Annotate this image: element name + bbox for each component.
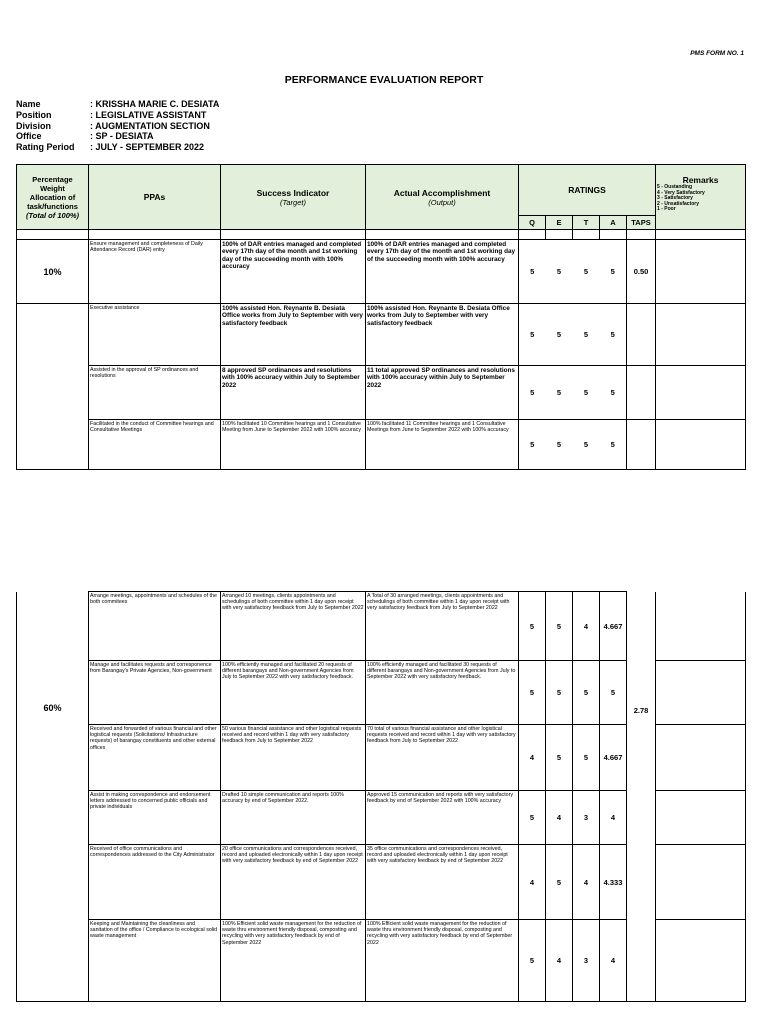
- ppa-cell: Executive assistance: [89, 304, 221, 366]
- remarks-cell: [656, 592, 746, 661]
- info-value: : SP - DESIATA: [90, 131, 154, 142]
- remarks-cell: [656, 420, 746, 470]
- info-row-division: [16, 121, 219, 132]
- table-row: [17, 240, 746, 304]
- info-label: Division: [16, 120, 52, 131]
- weight-header-total: (Total of 100%): [25, 210, 80, 220]
- spacer-cell: [627, 230, 656, 240]
- employee-info: [16, 99, 219, 153]
- success-cell: 50 various financial assistance and other logistical requests received and record within 1 day with very satisfactory feedback from July to September 2022: [221, 725, 366, 791]
- ppa-cell: Arrange meetings, appointments and schedules of the both commitees: [89, 592, 221, 661]
- weight-cell-empty: [17, 304, 89, 366]
- rating-t: 5: [573, 240, 600, 304]
- ppa-cell: Manage and facilitates requests and corresponence from Barangay's Private Agencies, Non-government: [89, 661, 221, 725]
- weight-header-line: Percentage: [32, 174, 73, 184]
- info-label: Name: [16, 99, 41, 109]
- actual-cell: 100% facilitated 11 Committee hearings and 1 Consultative Meetings from June to September 2022 with 100% accuracy: [366, 420, 519, 470]
- rating-t: 5: [573, 420, 600, 470]
- weight-value: 60%: [43, 703, 62, 714]
- success-cell: 8 approved SP ordinances and resolutions with 100% accuracy within July to September 2022: [221, 366, 366, 420]
- taps-value: 2.78: [633, 705, 649, 715]
- ratings-header: [519, 165, 656, 216]
- remarks-cell: [656, 791, 746, 845]
- spacer-cell: [221, 230, 366, 240]
- taps-cell: 0.50: [627, 240, 656, 304]
- rating-a: 5: [600, 240, 627, 304]
- table-row: [17, 366, 746, 420]
- rating-e: 5: [546, 725, 573, 791]
- success-header: [221, 165, 366, 230]
- actual-header-label: Actual Accomplishment: [393, 187, 491, 198]
- info-value: : KRISSHA MARIE C. DESIATA: [90, 99, 220, 109]
- taps-cell-empty: [627, 304, 656, 366]
- success-cell: 100% efficiently managed and facilitated 20 requests of different barangays and Non-government Agencies from July to September 2022 with very satisfactory feedback.: [221, 661, 366, 725]
- rating-e: 4: [546, 791, 573, 845]
- weight-cell: 10%: [17, 240, 89, 304]
- rating-t: 5: [573, 304, 600, 366]
- weight-header-line: Allocation of: [29, 192, 76, 202]
- remarks-cell: [656, 845, 746, 920]
- rating-q: 5: [519, 420, 546, 470]
- rating-a: 5: [600, 661, 627, 725]
- info-value: : AUGMENTATION SECTION: [90, 120, 210, 131]
- rating-a: 5: [600, 304, 627, 366]
- actual-header-sub: (Output): [428, 197, 456, 207]
- weight-cell: [17, 592, 89, 1002]
- rating-q: 5: [519, 366, 546, 420]
- legend-line: 3 - Satisfactory: [657, 195, 693, 202]
- remarks-title: Remarks: [682, 175, 719, 186]
- rating-t: 3: [573, 791, 600, 845]
- rating-a: 4.333: [600, 845, 627, 920]
- info-row-office: [16, 131, 219, 142]
- actual-header: [366, 165, 519, 230]
- rating-e: 5: [546, 592, 573, 661]
- actual-cell: Approved 15 communication and reports with very satisfactory feedback by end of September 2022 with 100% accuracy: [366, 791, 519, 845]
- spacer-cell: [366, 230, 519, 240]
- legend-line: 4 - Very Satisfactory: [657, 189, 705, 196]
- rating-e: 5: [546, 240, 573, 304]
- spacer-cell: [546, 230, 573, 240]
- spacer-cell: [89, 230, 221, 240]
- t-header: T: [573, 216, 600, 230]
- actual-cell: 100% assisted Hon. Reynante B. Desiata Office works from July to September with very satisfactory feedback: [366, 304, 519, 366]
- info-value: : LEGISLATIVE ASSISTANT: [90, 109, 207, 120]
- form-number: PMS FORM NO. 1: [690, 50, 744, 57]
- info-label: Rating Period: [16, 142, 75, 153]
- weight-header: [17, 165, 89, 230]
- rating-t: 4: [573, 845, 600, 920]
- actual-cell: 70 total of various financial assistance and other logistical requests received and record within 1 day with very satisfactory feedback from July to September 2022: [366, 725, 519, 791]
- rating-t: 5: [573, 661, 600, 725]
- rating-t: 5: [573, 366, 600, 420]
- success-header-sub: (Target): [280, 197, 306, 207]
- remarks-cell: [656, 304, 746, 366]
- success-cell: 100% facilitated 10 Committee hearings and 1 Consultative Meeting from June to September 2022 with 100% accuracy: [221, 420, 366, 470]
- rating-t: 3: [573, 920, 600, 1002]
- rating-q: 4: [519, 845, 546, 920]
- rating-a: 5: [600, 366, 627, 420]
- ppa-cell: Received and forwarded of various financial and other logistical requests (Solicitations/ Infrastructure requests) of barangay constituents and other external offices: [89, 725, 221, 791]
- taps-cell-empty: [627, 366, 656, 420]
- rating-q: 5: [519, 304, 546, 366]
- info-row-position: [16, 110, 219, 121]
- a-header: A: [600, 216, 627, 230]
- success-cell: Drafted 10 simple communication and reports 100% accuracy by end of September 2022.: [221, 791, 366, 845]
- rating-e: 5: [546, 304, 573, 366]
- rating-q: 4: [519, 725, 546, 791]
- rating-a: 4.667: [600, 592, 627, 661]
- remarks-cell: [656, 725, 746, 791]
- ppa-cell: Ensure management and completeness of Daily Attendance Record (DAR) entry: [89, 240, 221, 304]
- remarks-header: [656, 165, 746, 230]
- ppa-cell: Assisted in the approval of SP ordinances and resolutions: [89, 366, 221, 420]
- remarks-cell: [656, 920, 746, 1002]
- taps-header: TAPS: [627, 216, 656, 230]
- taps-cell-empty: [627, 420, 656, 470]
- info-row-name: [16, 99, 219, 110]
- ppa-cell: Received of office communications and correspondences addressed to the City Administrator: [89, 845, 221, 920]
- legend-line: 1 - Poor: [657, 206, 676, 213]
- rating-e: 5: [546, 366, 573, 420]
- spacer-cell: [573, 230, 600, 240]
- evaluation-table-page-2: [16, 591, 746, 1002]
- spacer-cell: [519, 230, 546, 240]
- ratings-header-label: RATINGS: [568, 185, 606, 195]
- actual-cell: 100% Efficient solid waste management for the reduction of waste thru environment friendly disposal, composting and recycling with very satisfactory feedback by end of September 2022: [366, 920, 519, 1002]
- actual-cell: 11 total approved SP ordinances and resolutions with 100% accuracy within July to September 2022: [366, 366, 519, 420]
- success-header-label: Success Indicator: [256, 187, 330, 198]
- legend-line: 2 - Unsatisfactory: [657, 200, 699, 207]
- weight-cell-empty: [17, 420, 89, 470]
- remarks-cell: [656, 661, 746, 725]
- rating-q: 5: [519, 240, 546, 304]
- table-row: [17, 592, 746, 661]
- table-row: [17, 304, 746, 366]
- ppa-cell: Facilitated in the conduct of Committee hearings and Consultative Meetings: [89, 420, 221, 470]
- actual-cell: 35 office communications and correspondences received, record and uploaded electronically within 1 day upon receipt with very satisfactory feedback by end of September 2022: [366, 845, 519, 920]
- actual-cell: A Total of 30 arranged meetings, clients appointments and schedulings of both committee within 1 day upon receipt with very satisfactory feedback from July to September 2022: [366, 592, 519, 661]
- spacer-cell: [600, 230, 627, 240]
- info-value: : JULY - SEPTEMBER 2022: [90, 142, 205, 153]
- weight-header-line: task/functions: [27, 201, 78, 211]
- report-title: PERFORMANCE EVALUATION REPORT: [284, 74, 484, 86]
- rating-q: 5: [519, 592, 546, 661]
- success-cell: Arranged 10 meetings, clients appointments and schedulings of both committee within 1 day upon receipt with very satisfactory feedback from July to September 2022: [221, 592, 366, 661]
- legend-line: 5 - Oustanding: [657, 184, 693, 191]
- actual-cell: 100% efficiently managed and facilitated 30 requests of different barangays and Non-government Agencies from July to September 2022 with very satisfactory feedback.: [366, 661, 519, 725]
- remarks-cell: [656, 366, 746, 420]
- rating-e: 5: [546, 420, 573, 470]
- e-header: E: [546, 216, 573, 230]
- info-row-rating-period: [16, 142, 219, 153]
- rating-q: 5: [519, 661, 546, 725]
- rating-a: 4: [600, 920, 627, 1002]
- ppas-header: [89, 165, 221, 230]
- weight-cell-empty: [17, 366, 89, 420]
- ppa-cell: Assist in making correspondence and endorsement letters addressed to concerned public officials and private individuals: [89, 791, 221, 845]
- rating-t: 4: [573, 592, 600, 661]
- evaluation-table-page-1: [16, 164, 746, 470]
- rating-t: 5: [573, 725, 600, 791]
- taps-cell: [627, 592, 656, 1002]
- spacer-cell: [17, 230, 89, 240]
- rating-e: 5: [546, 661, 573, 725]
- rating-e: 5: [546, 845, 573, 920]
- actual-cell: 100% of DAR entries managed and completed every 17th day of the month and 1st working day of the succeeding month with 100% accuracy: [366, 240, 519, 304]
- success-cell: 100% assisted Hon. Reynante B. Desiata Office works from July to September with very satisfactory feedback: [221, 304, 366, 366]
- info-label: Office: [16, 131, 42, 142]
- rating-a: 4.667: [600, 725, 627, 791]
- success-cell: 20 office communications and correspondences received, record and uploaded electronically within 1 day upon receipt with very satisfactory feedback by end of September 2022: [221, 845, 366, 920]
- info-label: Position: [16, 109, 52, 120]
- rating-a: 5: [600, 420, 627, 470]
- q-header: Q: [519, 216, 546, 230]
- rating-q: 5: [519, 791, 546, 845]
- ppas-header-label: PPAs: [143, 192, 166, 202]
- spacer-cell: [656, 230, 746, 240]
- spacer-row: [17, 230, 746, 240]
- weight-header-line: Weight: [40, 183, 65, 193]
- rating-e: 4: [546, 920, 573, 1002]
- ppa-cell: Keeping and Maintaining the cleanliness and sanitation of the office / Compliance to ecological solid waste management: [89, 920, 221, 1002]
- table-row: [17, 420, 746, 470]
- remarks-cell: [656, 240, 746, 304]
- success-cell: 100% Efficient solid waste management for the reduction of waste thru environment friendly disposal, composting and recycling with very satisfactory feedback by end of September 2022: [221, 920, 366, 1002]
- rating-q: 5: [519, 920, 546, 1002]
- success-cell: 100% of DAR entries managed and completed every 17th day of the month and 1st working day of the succeeding month with 100% accuracy: [221, 240, 366, 304]
- rating-a: 4: [600, 791, 627, 845]
